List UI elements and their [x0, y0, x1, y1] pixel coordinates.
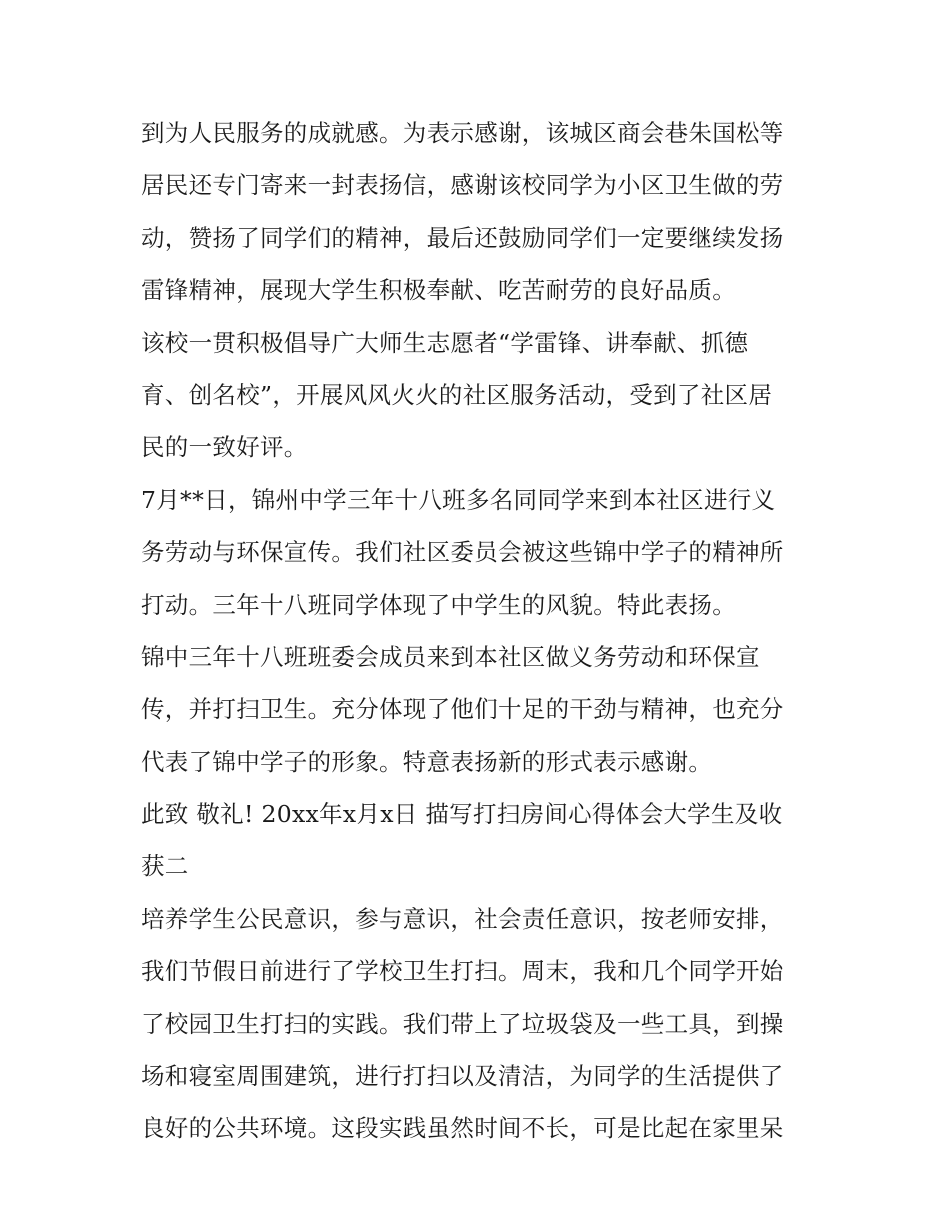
- text-line: 打动。三年十八班同学体现了中学生的风貌。特此表扬。: [141, 590, 736, 619]
- text-line: 良好的公共环境。这段实践虽然时间不长，可是比起在家里呆: [141, 1114, 784, 1143]
- text-line: 动，赞扬了同学们的精神，最后还鼓励同学们一定要继续发扬: [141, 223, 784, 252]
- text-line: 居民还专门寄来一封表扬信，感谢该校同学为小区卫生做的劳: [141, 171, 784, 200]
- text-line: 务劳动与环保宣传。我们社区委员会被这些锦中学子的精神所: [141, 538, 784, 567]
- text-line: 该校一贯积极倡导广大师生志愿者“学雷锋、讲奉献、抓德: [141, 328, 749, 357]
- text-line: 场和寝室周围建筑，进行打扫以及清洁，为同学的生活提供了: [141, 1062, 784, 1091]
- text-line: 锦中三年十八班班委会成员来到本社区做义务劳动和环保宣: [141, 642, 760, 671]
- text-line: 我们节假日前进行了学校卫生打扫。周末，我和几个同学开始: [141, 957, 784, 986]
- text-line: 获二: [141, 852, 189, 881]
- text-line: 了校园卫生打扫的实践。我们带上了垃圾袋及一些工具，到操: [141, 1009, 784, 1038]
- paragraph-closing-and-title: [141, 788, 821, 893]
- text-line: 7月**日，锦州中学三年十八班多名同同学来到本社区进行义: [141, 485, 776, 514]
- paragraph-campus-cleaning: [141, 893, 821, 1155]
- text-line: 代表了锦中学子的形象。特意表扬新的形式表示感谢。: [141, 747, 713, 776]
- document-body: [141, 107, 821, 1155]
- text-line: 雷锋精神，展现大学生积极奉献、吃苦耐劳的良好品质。: [141, 276, 736, 305]
- text-line: 培养学生公民意识，参与意识，社会责任意识，按老师安排，: [141, 904, 784, 933]
- text-line: 此致 敬礼! 20xx年x月x日 描写打扫房间心得体会大学生及收: [141, 800, 783, 829]
- paragraph-thanks-letter: [141, 107, 821, 317]
- text-line: 育、创名校”，开展风风火火的社区服务活动，受到了社区居: [141, 380, 773, 409]
- text-line: 到为人民服务的成就感。为表示感谢，该城区商会巷朱国松等: [141, 119, 784, 147]
- paragraph-school-volunteers: [141, 317, 821, 474]
- paragraph-class-committee: [141, 631, 821, 788]
- text-line: 传，并打扫卫生。充分体现了他们十足的干劲与精神，也充分: [141, 695, 784, 724]
- paragraph-jinzhou-class: [141, 474, 821, 631]
- text-line: 民的一致好评。: [141, 433, 308, 462]
